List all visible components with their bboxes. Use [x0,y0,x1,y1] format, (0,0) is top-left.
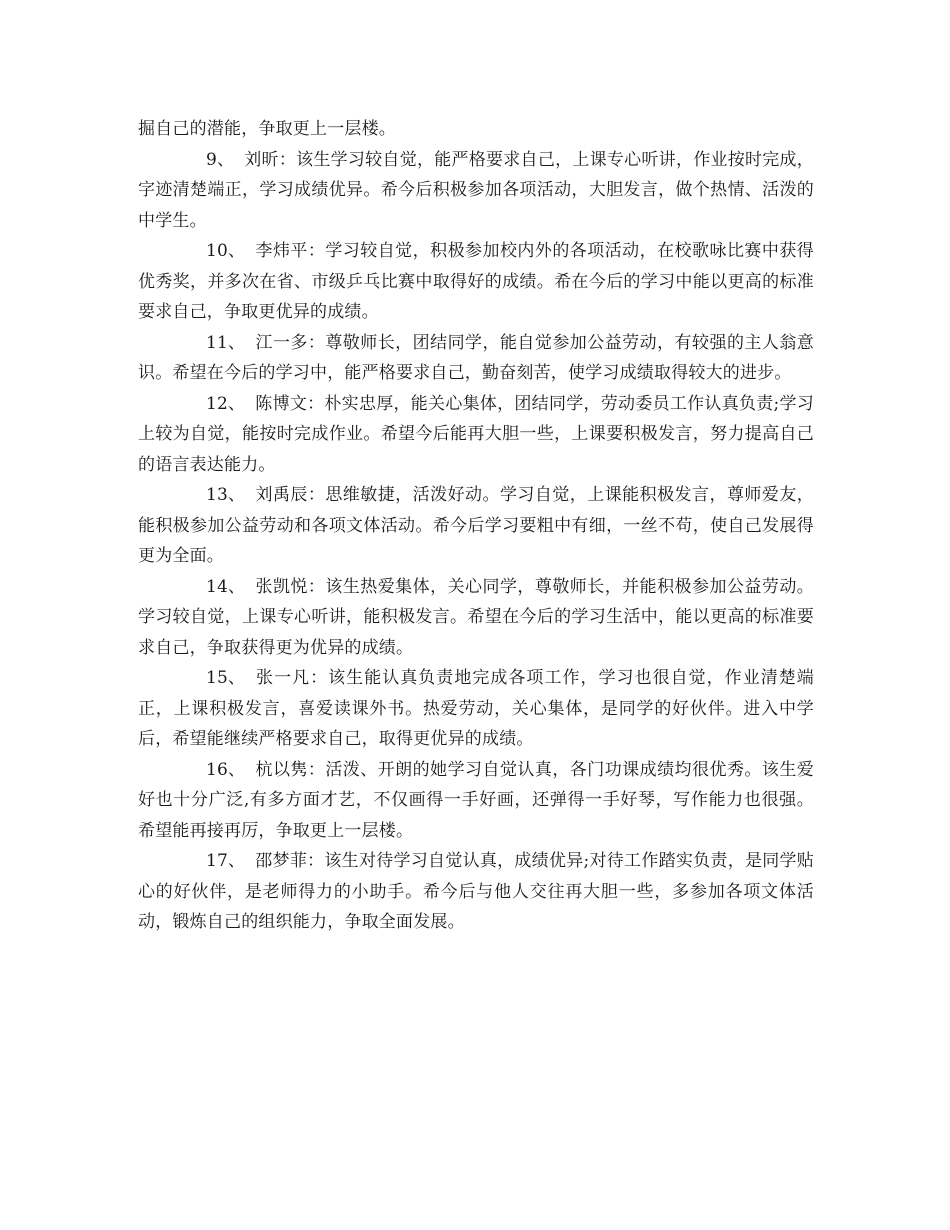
student-name: 陈博文： [255,393,325,414]
entry-text: 该生学习较自觉，能严格要求自己，上课专心听讲，作业按时完成，字迹清楚端正，学习成绩优异。希今后积极参加各项活动，大胆发言，做个热情、活泼的中学生。 [138,149,815,231]
document-page [138,114,814,938]
entry-number: 17、 [206,851,246,871]
entry-11 [138,328,814,389]
entry-text: 尊敬师长，团结同学，能自觉参加公益劳动，有较强的主人翁意识。希望在今后的学习中，能严格要求自己，勤奋刻苦，使学习成绩取得较大的进步。 [138,332,814,383]
student-name: 邵梦菲： [255,851,325,871]
student-name: 江一多： [255,332,326,353]
entry-number: 10、 [206,241,246,261]
student-name: 杭以隽： [255,759,326,780]
entry-16 [138,755,814,847]
student-name: 李炜平： [255,241,326,261]
entry-number: 14、 [206,576,246,597]
entry-number: 16、 [206,759,246,780]
entry-text: 活泼、开朗的她学习自觉认真，各门功课成绩均很优秀。该生爱好也十分广泛,有多方面才艺，不仅画得一手好画，还弹得一手好琴，写作能力也很强。希望能再接再厉，争取更上一层楼。 [138,759,814,841]
student-name: 刘昕： [244,149,297,170]
student-name: 刘禹辰： [255,485,326,505]
entry-number: 13、 [206,485,246,505]
entry-number: 12、 [206,393,246,414]
entry-number: 11、 [206,332,246,353]
entry-text: 思维敏捷，活泼好动。学习自觉，上课能积极发言，尊师爱友，能积极参加公益劳动和各项文体活动。希今后学习要粗中有细，一丝不苟，使自己发展得更为全面。 [138,485,814,566]
entry-number: 9、 [206,149,235,170]
entry-text: 该生热爱集体，关心同学，尊敬师长，并能积极参加公益劳动。学习较自觉，上课专心听讲，能积极发言。希望在今后的学习生活中，能以更高的标准要求自己，争取获得更为优异的成绩。 [138,576,814,658]
entry-15 [138,663,814,755]
entry-17 [138,846,814,938]
entry-12 [138,389,814,481]
entry-text: 该生对待学习自觉认真，成绩优异;对待工作踏实负责，是同学贴心的好伙伴，是老师得力的小助手。希今后与他人交往再大胆一些，多参加各项文体活动，锻炼自己的组织能力，争取全面发展。 [138,851,814,932]
student-name: 张凯悦： [255,576,326,597]
student-name: 张一凡： [255,668,329,688]
entry-text: 朴实忠厚，能关心集体，团结同学，劳动委员工作认真负责;学习上较为自觉，能按时完成作业。希望今后能再大胆一些，上课要积极发言，努力提高自己的语言表达能力。 [138,393,814,475]
entry-text: 该生能认真负责地完成各项工作，学习也很自觉，作业清楚端正，上课积极发言，喜爱读课外书。热爱劳动，关心集体，是同学的好伙伴。进入中学后，希望能继续严格要求自己，取得更优异的成绩。 [138,668,814,749]
entry-10 [138,236,814,328]
entry-text: 学习较自觉，积极参加校内外的各项活动，在校歌咏比赛中获得优秀奖，并多次在省、市级乒乓比赛中取得好的成绩。希在今后的学习中能以更高的标准要求自己，争取更优异的成绩。 [138,241,814,322]
entry-13 [138,480,814,572]
lead-paragraph: 掘自己的潜能，争取更上一层楼。 [138,119,396,139]
entry-number: 15、 [206,668,246,688]
entry-9 [138,145,814,237]
entry-14 [138,572,814,664]
